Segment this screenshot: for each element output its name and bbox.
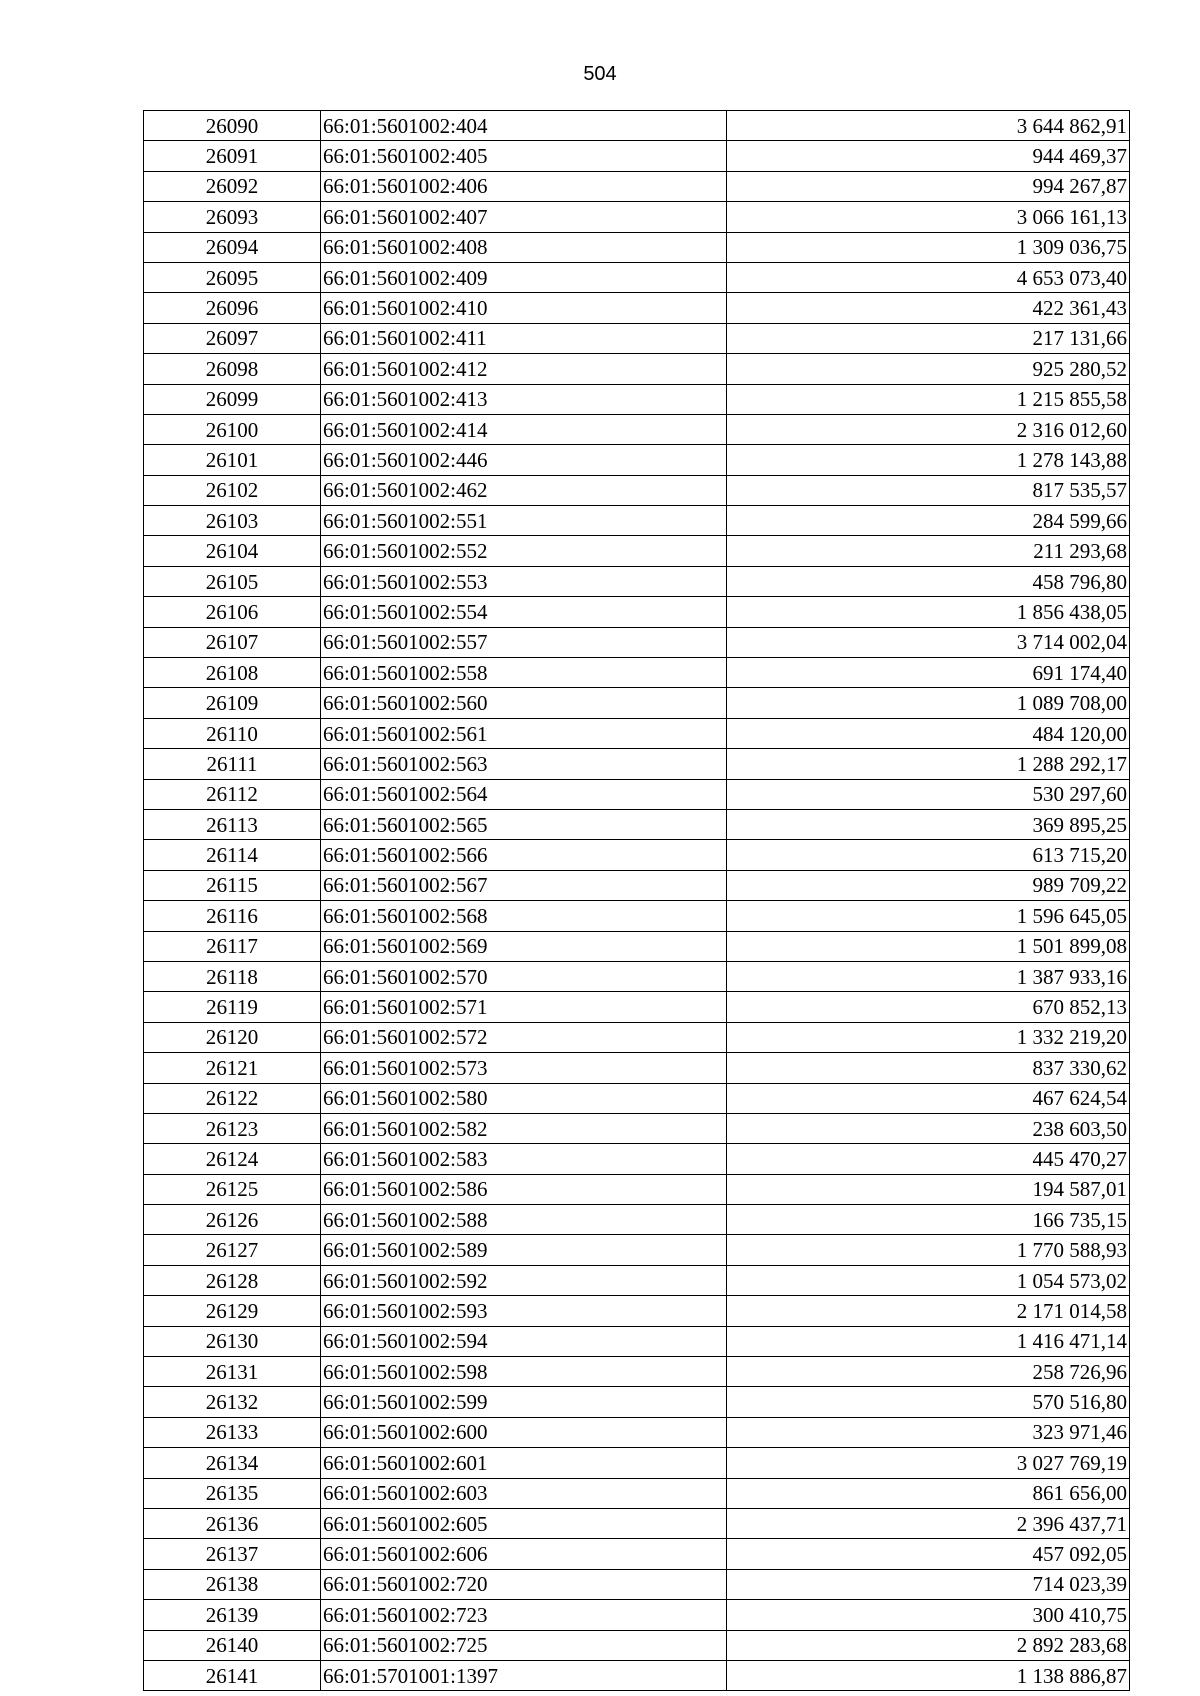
cadastral-value-cell: 1 309 036,75	[727, 232, 1130, 262]
cadastral-value-cell: 925 280,52	[727, 354, 1130, 384]
cadastral-number-cell: 66:01:5601002:600	[321, 1417, 727, 1447]
row-number-cell: 26130	[144, 1326, 321, 1356]
row-number-cell: 26115	[144, 870, 321, 900]
cadastral-value-cell: 1 089 708,00	[727, 688, 1130, 718]
cadastral-value-cell: 1 215 855,58	[727, 384, 1130, 414]
row-number-cell: 26134	[144, 1448, 321, 1478]
table-row	[144, 445, 1130, 475]
table-row	[144, 1387, 1130, 1417]
row-number-cell: 26138	[144, 1569, 321, 1599]
row-number-cell: 26113	[144, 809, 321, 839]
cadastral-number-cell: 66:01:5601002:572	[321, 1022, 727, 1052]
table-row	[144, 901, 1130, 931]
table-row	[144, 1508, 1130, 1538]
row-number-cell: 26100	[144, 414, 321, 444]
row-number-cell: 26118	[144, 961, 321, 991]
cadastral-value-cell: 1 856 438,05	[727, 597, 1130, 627]
row-number-cell: 26092	[144, 171, 321, 201]
cadastral-number-cell: 66:01:5601002:723	[321, 1600, 727, 1630]
cadastral-value-cell: 457 092,05	[727, 1539, 1130, 1569]
row-number-cell: 26094	[144, 232, 321, 262]
cadastral-number-cell: 66:01:5601002:551	[321, 506, 727, 536]
table-row	[144, 627, 1130, 657]
cadastral-value-cell: 1 278 143,88	[727, 445, 1130, 475]
cadastral-number-cell: 66:01:5601002:589	[321, 1235, 727, 1265]
cadastral-value-cell: 2 316 012,60	[727, 414, 1130, 444]
cadastral-number-cell: 66:01:5601002:573	[321, 1053, 727, 1083]
cadastral-value-cell: 1 288 292,17	[727, 749, 1130, 779]
cadastral-number-cell: 66:01:5601002:404	[321, 111, 727, 141]
row-number-cell: 26131	[144, 1357, 321, 1387]
cadastral-value-cell: 714 023,39	[727, 1569, 1130, 1599]
cadastral-number-cell: 66:01:5601002:411	[321, 323, 727, 353]
table-row	[144, 992, 1130, 1022]
cadastral-number-cell: 66:01:5601002:586	[321, 1174, 727, 1204]
cadastral-number-cell: 66:01:5601002:568	[321, 901, 727, 931]
cadastral-number-cell: 66:01:5601002:560	[321, 688, 727, 718]
cadastral-number-cell: 66:01:5601002:412	[321, 354, 727, 384]
cadastral-number-cell: 66:01:5601002:406	[321, 171, 727, 201]
cadastral-value-cell: 467 624,54	[727, 1083, 1130, 1113]
table-row	[144, 1113, 1130, 1143]
cadastral-number-cell: 66:01:5601002:567	[321, 870, 727, 900]
table-row	[144, 536, 1130, 566]
cadastral-value-cell: 861 656,00	[727, 1478, 1130, 1508]
cadastral-number-cell: 66:01:5601002:566	[321, 840, 727, 870]
cadastral-number-cell: 66:01:5701001:1397	[321, 1660, 727, 1690]
table-row	[144, 1539, 1130, 1569]
table-row	[144, 202, 1130, 232]
row-number-cell: 26111	[144, 749, 321, 779]
row-number-cell: 26093	[144, 202, 321, 232]
cadastral-value-cell: 166 735,15	[727, 1205, 1130, 1235]
table-row	[144, 597, 1130, 627]
row-number-cell: 26139	[144, 1600, 321, 1630]
cadastral-number-cell: 66:01:5601002:588	[321, 1205, 727, 1235]
row-number-cell: 26125	[144, 1174, 321, 1204]
table-row	[144, 688, 1130, 718]
cadastral-value-cell: 691 174,40	[727, 658, 1130, 688]
cadastral-number-cell: 66:01:5601002:413	[321, 384, 727, 414]
row-number-cell: 26121	[144, 1053, 321, 1083]
row-number-cell: 26106	[144, 597, 321, 627]
cadastral-number-cell: 66:01:5601002:446	[321, 445, 727, 475]
cadastral-value-cell: 570 516,80	[727, 1387, 1130, 1417]
cadastral-number-cell: 66:01:5601002:408	[321, 232, 727, 262]
table-row	[144, 1265, 1130, 1295]
table-row	[144, 1083, 1130, 1113]
cadastral-value-cell: 613 715,20	[727, 840, 1130, 870]
row-number-cell: 26090	[144, 111, 321, 141]
table-row	[144, 718, 1130, 748]
table-row	[144, 840, 1130, 870]
table-row	[144, 262, 1130, 292]
cadastral-value-cell: 4 653 073,40	[727, 262, 1130, 292]
cadastral-number-cell: 66:01:5601002:571	[321, 992, 727, 1022]
cadastral-value-cell: 323 971,46	[727, 1417, 1130, 1447]
cadastral-number-cell: 66:01:5601002:592	[321, 1265, 727, 1295]
table-row	[144, 1357, 1130, 1387]
row-number-cell: 26108	[144, 658, 321, 688]
table-row	[144, 1174, 1130, 1204]
cadastral-value-cell: 369 895,25	[727, 809, 1130, 839]
table-row	[144, 141, 1130, 171]
cadastral-value-cell: 3 714 002,04	[727, 627, 1130, 657]
cadastral-number-cell: 66:01:5601002:407	[321, 202, 727, 232]
table-row	[144, 1569, 1130, 1599]
table-row	[144, 1235, 1130, 1265]
row-number-cell: 26114	[144, 840, 321, 870]
cadastral-value-cell: 1 387 933,16	[727, 961, 1130, 991]
cadastral-value-cell: 422 361,43	[727, 293, 1130, 323]
cadastral-value-cell: 670 852,13	[727, 992, 1130, 1022]
row-number-cell: 26141	[144, 1660, 321, 1690]
table-row	[144, 111, 1130, 141]
cadastral-value-cell: 194 587,01	[727, 1174, 1130, 1204]
cadastral-number-cell: 66:01:5601002:410	[321, 293, 727, 323]
cadastral-value-cell: 3 066 161,13	[727, 202, 1130, 232]
row-number-cell: 26105	[144, 566, 321, 596]
cadastral-value-cell: 1 054 573,02	[727, 1265, 1130, 1295]
cadastral-value-cell: 458 796,80	[727, 566, 1130, 596]
table-row	[144, 961, 1130, 991]
row-number-cell: 26107	[144, 627, 321, 657]
table-row	[144, 809, 1130, 839]
cadastral-number-cell: 66:01:5601002:582	[321, 1113, 727, 1143]
row-number-cell: 26122	[144, 1083, 321, 1113]
row-number-cell: 26117	[144, 931, 321, 961]
cadastral-number-cell: 66:01:5601002:565	[321, 809, 727, 839]
row-number-cell: 26123	[144, 1113, 321, 1143]
cadastral-value-table	[143, 110, 1130, 1691]
cadastral-number-cell: 66:01:5601002:561	[321, 718, 727, 748]
cadastral-value-cell: 217 131,66	[727, 323, 1130, 353]
cadastral-number-cell: 66:01:5601002:563	[321, 749, 727, 779]
row-number-cell: 26136	[144, 1508, 321, 1538]
row-number-cell: 26091	[144, 141, 321, 171]
cadastral-value-cell: 994 267,87	[727, 171, 1130, 201]
table-row	[144, 1417, 1130, 1447]
row-number-cell: 26127	[144, 1235, 321, 1265]
row-number-cell: 26135	[144, 1478, 321, 1508]
cadastral-value-cell: 1 138 886,87	[727, 1660, 1130, 1690]
cadastral-value-cell: 2 171 014,58	[727, 1296, 1130, 1326]
row-number-cell: 26095	[144, 262, 321, 292]
cadastral-value-cell: 238 603,50	[727, 1113, 1130, 1143]
cadastral-value-cell: 1 596 645,05	[727, 901, 1130, 931]
row-number-cell: 26128	[144, 1265, 321, 1295]
cadastral-value-cell: 837 330,62	[727, 1053, 1130, 1083]
cadastral-number-cell: 66:01:5601002:570	[321, 961, 727, 991]
row-number-cell: 26137	[144, 1539, 321, 1569]
cadastral-number-cell: 66:01:5601002:564	[321, 779, 727, 809]
cadastral-number-cell: 66:01:5601002:725	[321, 1630, 727, 1660]
table-row	[144, 779, 1130, 809]
cadastral-value-cell: 530 297,60	[727, 779, 1130, 809]
cadastral-number-cell: 66:01:5601002:409	[321, 262, 727, 292]
table-row	[144, 658, 1130, 688]
row-number-cell: 26104	[144, 536, 321, 566]
cadastral-number-cell: 66:01:5601002:720	[321, 1569, 727, 1599]
row-number-cell: 26103	[144, 506, 321, 536]
table-row	[144, 931, 1130, 961]
table-row	[144, 171, 1130, 201]
cadastral-number-cell: 66:01:5601002:569	[321, 931, 727, 961]
cadastral-value-cell: 284 599,66	[727, 506, 1130, 536]
cadastral-number-cell: 66:01:5601002:405	[321, 141, 727, 171]
cadastral-value-cell: 2 892 283,68	[727, 1630, 1130, 1660]
row-number-cell: 26126	[144, 1205, 321, 1235]
page-number: 504	[583, 63, 617, 85]
cadastral-number-cell: 66:01:5601002:414	[321, 414, 727, 444]
table-row	[144, 1630, 1130, 1660]
cadastral-number-cell: 66:01:5601002:603	[321, 1478, 727, 1508]
table-row	[144, 1448, 1130, 1478]
cadastral-value-cell: 1 770 588,93	[727, 1235, 1130, 1265]
cadastral-number-cell: 66:01:5601002:593	[321, 1296, 727, 1326]
cadastral-value-cell: 300 410,75	[727, 1600, 1130, 1630]
row-number-cell: 26099	[144, 384, 321, 414]
cadastral-number-cell: 66:01:5601002:557	[321, 627, 727, 657]
cadastral-value-cell: 445 470,27	[727, 1144, 1130, 1174]
cadastral-value-cell: 258 726,96	[727, 1357, 1130, 1387]
cadastral-number-cell: 66:01:5601002:462	[321, 475, 727, 505]
cadastral-value-cell: 3 644 862,91	[727, 111, 1130, 141]
row-number-cell: 26101	[144, 445, 321, 475]
cadastral-value-cell: 1 332 219,20	[727, 1022, 1130, 1052]
table-row	[144, 1660, 1130, 1690]
row-number-cell: 26096	[144, 293, 321, 323]
cadastral-number-cell: 66:01:5601002:606	[321, 1539, 727, 1569]
cadastral-number-cell: 66:01:5601002:558	[321, 658, 727, 688]
row-number-cell: 26112	[144, 779, 321, 809]
table-row	[144, 1053, 1130, 1083]
table-row	[144, 870, 1130, 900]
table-row	[144, 1600, 1130, 1630]
cadastral-number-cell: 66:01:5601002:598	[321, 1357, 727, 1387]
cadastral-number-cell: 66:01:5601002:605	[321, 1508, 727, 1538]
table-row	[144, 1478, 1130, 1508]
table-row	[144, 506, 1130, 536]
row-number-cell: 26098	[144, 354, 321, 384]
cadastral-number-cell: 66:01:5601002:580	[321, 1083, 727, 1113]
row-number-cell: 26124	[144, 1144, 321, 1174]
row-number-cell: 26116	[144, 901, 321, 931]
cadastral-number-cell: 66:01:5601002:553	[321, 566, 727, 596]
cadastral-number-cell: 66:01:5601002:554	[321, 597, 727, 627]
cadastral-number-cell: 66:01:5601002:583	[321, 1144, 727, 1174]
cadastral-value-cell: 944 469,37	[727, 141, 1130, 171]
cadastral-value-cell: 3 027 769,19	[727, 1448, 1130, 1478]
row-number-cell: 26097	[144, 323, 321, 353]
cadastral-value-cell: 1 416 471,14	[727, 1326, 1130, 1356]
cadastral-number-cell: 66:01:5601002:599	[321, 1387, 727, 1417]
cadastral-value-cell: 817 535,57	[727, 475, 1130, 505]
cadastral-value-cell: 1 501 899,08	[727, 931, 1130, 961]
table-row	[144, 1326, 1130, 1356]
row-number-cell: 26140	[144, 1630, 321, 1660]
table-row	[144, 1144, 1130, 1174]
row-number-cell: 26133	[144, 1417, 321, 1447]
row-number-cell: 26120	[144, 1022, 321, 1052]
row-number-cell: 26129	[144, 1296, 321, 1326]
row-number-cell: 26132	[144, 1387, 321, 1417]
table-row	[144, 1022, 1130, 1052]
table-row	[144, 1296, 1130, 1326]
row-number-cell: 26102	[144, 475, 321, 505]
cadastral-value-cell: 484 120,00	[727, 718, 1130, 748]
cadastral-value-cell: 211 293,68	[727, 536, 1130, 566]
table-row	[144, 232, 1130, 262]
table-row	[144, 566, 1130, 596]
table-row	[144, 749, 1130, 779]
row-number-cell: 26110	[144, 718, 321, 748]
table-row	[144, 475, 1130, 505]
row-number-cell: 26119	[144, 992, 321, 1022]
cadastral-number-cell: 66:01:5601002:601	[321, 1448, 727, 1478]
cadastral-number-cell: 66:01:5601002:552	[321, 536, 727, 566]
table-row	[144, 384, 1130, 414]
cadastral-value-cell: 989 709,22	[727, 870, 1130, 900]
table-row	[144, 293, 1130, 323]
cadastral-value-cell: 2 396 437,71	[727, 1508, 1130, 1538]
cadastral-number-cell: 66:01:5601002:594	[321, 1326, 727, 1356]
table-row	[144, 323, 1130, 353]
table-row	[144, 1205, 1130, 1235]
row-number-cell: 26109	[144, 688, 321, 718]
table-body	[144, 111, 1130, 1691]
table-row	[144, 414, 1130, 444]
table-row	[144, 354, 1130, 384]
